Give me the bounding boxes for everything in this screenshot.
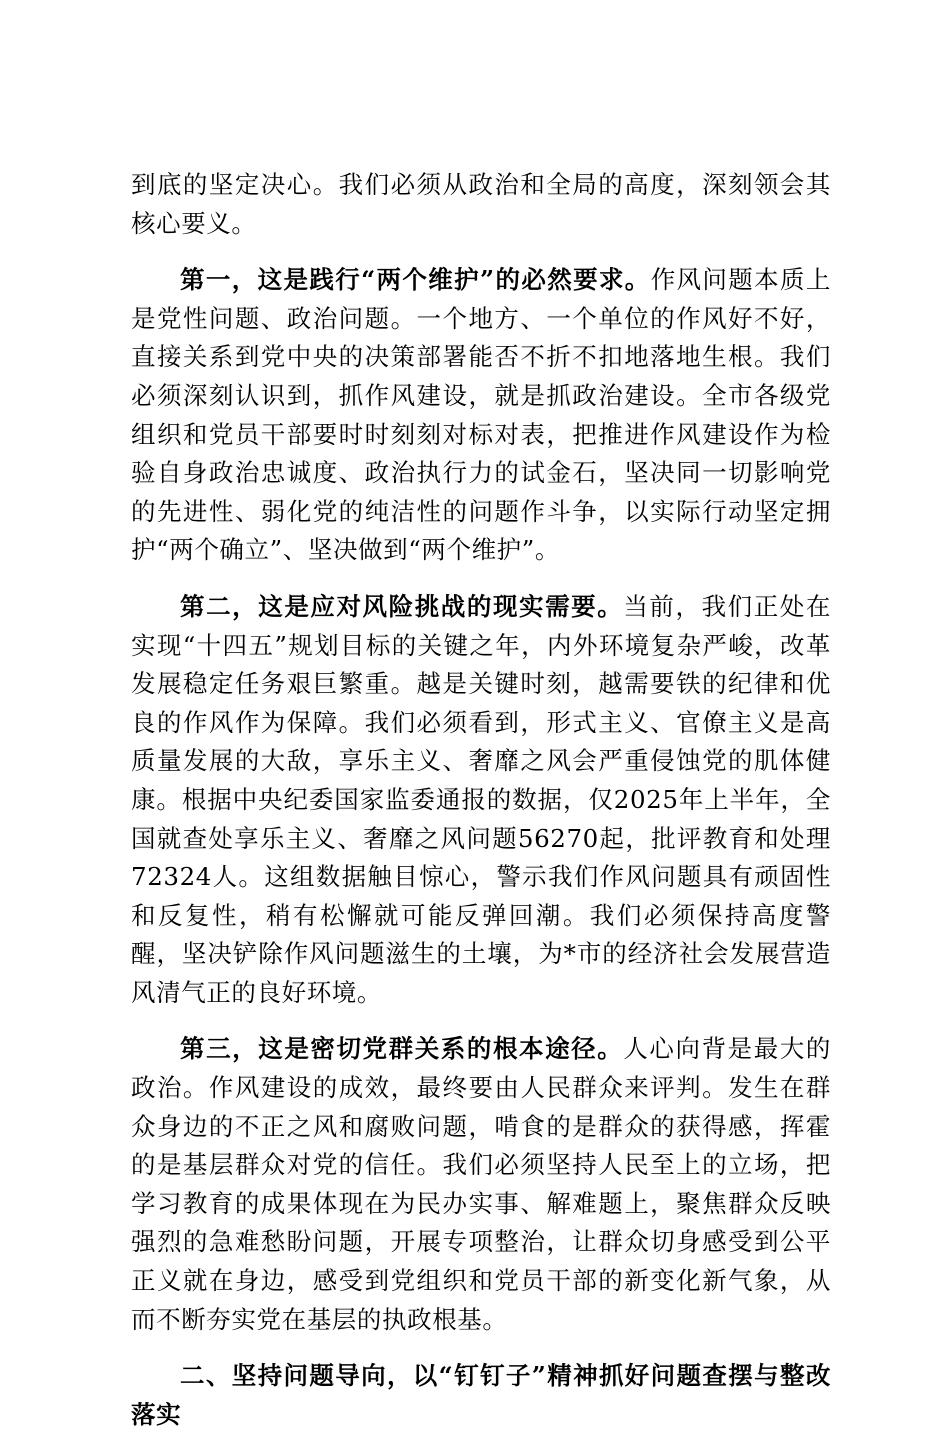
paragraph-lead-sentence: 第二，这是应对风险挑战的现实需要。 [180, 591, 624, 621]
paragraph-lead-sentence: 第一，这是践行“两个维护”的必然要求。 [180, 265, 651, 295]
paragraph-text: 当前，我们正处在实现“十四五”规划目标的关键之年，内外环境复杂严峻，改革发展稳定任务艰巨繁重。越是关键时刻，越需要铁的纪律和优良的作风作为保障。我们必须看到，形式主义、官僚主义是高质量发展的大敌，享乐主义、奢靡之风会严重侵蚀党的肌体健康。根据中央纪委国家监委通报的数据，仅2025年上半年，全国就查处享乐主义、奢靡之风问题56270起，批评教育和处理72324人。这组数据触目惊心，警示我们作风问题具有顽固性和反复性，稍有松懈就可能反弹回潮。我们必须保持高度警醒，坚决铲除作风问题滋生的土壤，为*市的经济社会发展营造风清气正的良好环境。 [131, 591, 831, 1007]
paragraph-text: 人心向背是最大的政治。作风建设的成效，最终要由人民群众来评判。发生在群众身边的不正之风和腐败问题，啃食的是群众的获得感，挥霍的是基层群众对党的信任。我们必须坚持人民至上的立场，把学习教育的成果体现在为民办实事、解难题上，聚焦群众反映强烈的急难愁盼问题，开展专项整治，让群众切身感受到公平正义就在身边，感受到党组织和党员干部的新变化新气象，从而不断夯实党在基层的执政根基。 [131, 1034, 831, 1334]
section-heading: 二、坚持问题导向，以“钉钉子”精神抓好问题查摆与整改落实 [131, 1361, 831, 1429]
paragraph-text: 到底的坚定决心。我们必须从政治和全局的高度，深刻领会其核心要义。 [131, 170, 831, 238]
paragraph-lead-sentence: 第三，这是密切党群关系的根本途径。 [180, 1034, 624, 1064]
paragraph-intro-continuation [131, 166, 831, 243]
paragraph-third-point [131, 1030, 831, 1339]
paragraph-second-point [131, 588, 831, 1013]
paragraph-first-point [131, 261, 831, 570]
document-body [131, 166, 831, 1434]
paragraph-text: 作风问题本质上是党性问题、政治问题。一个地方、一个单位的作风好不好，直接关系到党中央的决策部署能否不折不扣地落地生根。我们必须深刻认识到，抓作风建设，就是抓政治建设。全市各级党组织和党员干部要时时刻刻对标对表，把推进作风建设作为检验自身政治忠诚度、政治执行力的试金石，坚决同一切影响党的先进性、弱化党的纯洁性的问题作斗争，以实际行动坚定拥护“两个确立”、坚决做到“两个维护”。 [131, 265, 831, 565]
